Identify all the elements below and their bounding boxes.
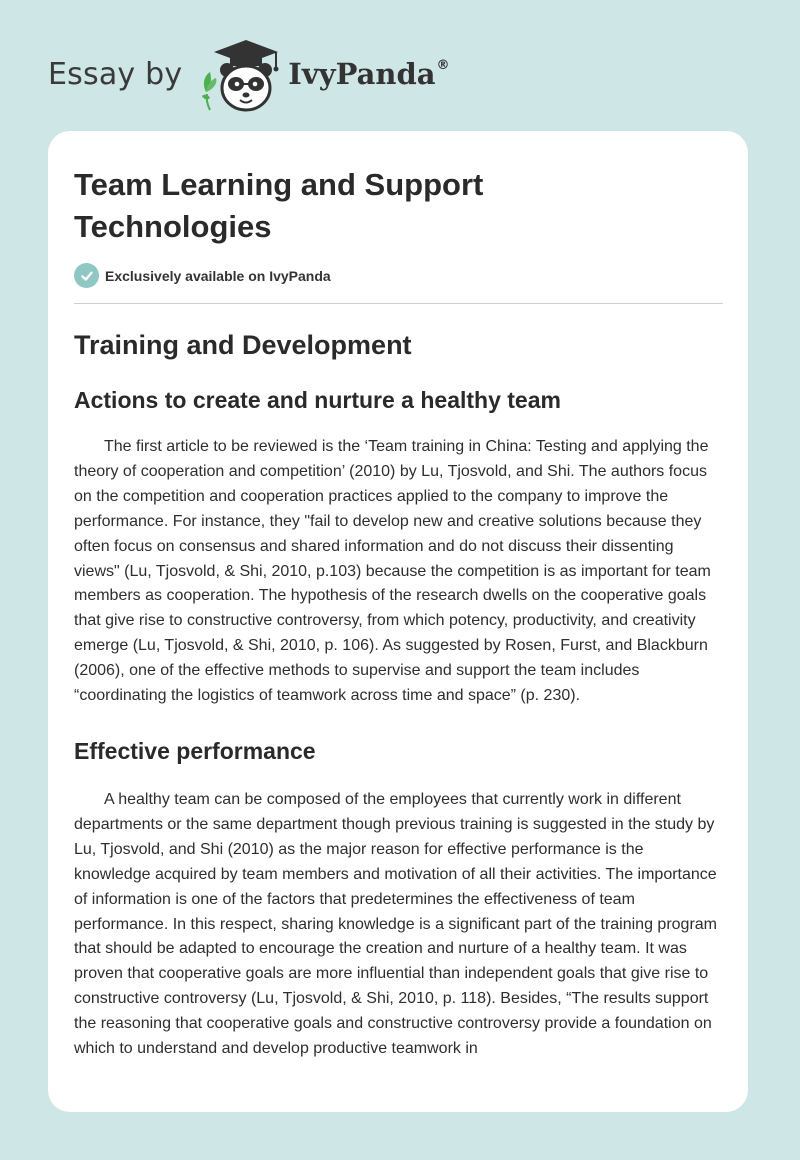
leaf-icon [202, 72, 216, 110]
divider [74, 303, 723, 304]
brand-text: IvyPanda [288, 57, 436, 91]
essay-by-label: Essay by [48, 56, 183, 92]
subsection-heading-healthy-team: Actions to create and nurture a healthy team [74, 387, 561, 413]
exclusive-badge [74, 263, 331, 288]
site-header [48, 34, 450, 114]
section-heading: Training and Development [74, 330, 412, 360]
subsection-heading-effective-performance: Effective performance [74, 737, 316, 764]
panda-logo-icon[interactable] [196, 34, 286, 114]
essay-body [74, 323, 723, 1062]
check-icon [74, 263, 99, 288]
badge-label: Exclusively available on IvyPanda [105, 267, 331, 284]
essay-card [48, 131, 748, 1112]
paragraph-healthy-team: The first article to be reviewed is the ‘Team training in China: Testing and applying the theory of cooperation and competition’ (2010) by Lu, Tjosvold, and Shi. The authors focus on the competition and cooperation practices applied to the company to improve the performance. For instance, they "fail to develop new and creative solutions because they often focus on consensus and shared information and do not discuss their dissenting views" (Lu, Tjosvold, & Shi, 2010, p.103) because the competition is as important for team members as cooperation. The hypothesis of the research dwells on the cooperative goals that give rise to constructive controversy, from which potency, productivity, and creativity emerge (Lu, Tjosvold, & Shi, 2010, p. 106). As suggested by Rosen, Furst, and Blackburn (2006), one of the effective methods to supervise and support the team includes “coordinating the logistics of teamwork across time and space” (p. 230). [74, 438, 711, 705]
registered-mark: ® [436, 58, 450, 74]
paragraph-effective-performance: A healthy team can be composed of the employees that currently work in different departments or the same department though previous training is suggested in the study by Lu, Tjosvold, and Shi (2010) as the major reason for effective performance is the knowledge acquired by team members and motivation of all their activities. The importance of information is one of the factors that predetermines the effectiveness of team performance. In this respect, sharing knowledge is a significant part of the training program that should be adapted to encourage the creation and nurture of a healthy team. It was proven that cooperative goals are more influential than independent goals that give rise to constructive controversy (Lu, Tjosvold, & Shi, 2010, p. 118). Besides, “The results support the reasoning that cooperative goals and constructive controversy provide a foundation on which to understand and develop productive teamwork in [74, 790, 717, 1058]
page-title: Team Learning and Support Technologies [74, 167, 484, 244]
brand-name[interactable] [288, 57, 449, 91]
